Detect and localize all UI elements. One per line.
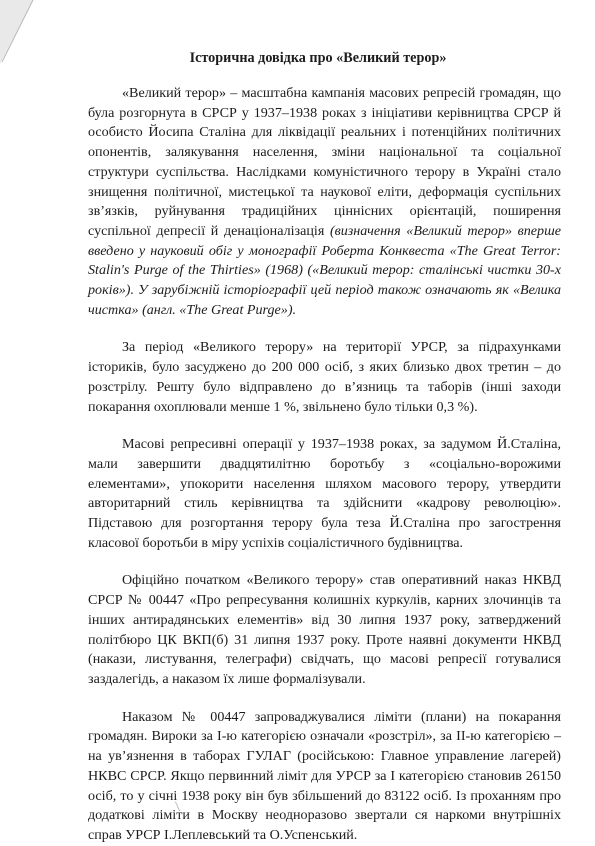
document-title: Історична довідка про «Великий терор»	[189, 50, 447, 66]
scan-corner-mark	[0, 0, 40, 70]
paragraph	[88, 84, 561, 320]
paragraph-text: «Великий терор» – масштабна кампанія масових репресій громадян, що була розгорнута в СРСР у 1937–1938 роках з ініціативи керівництва СРСР й особисто Йосипа Сталіна для ліквідації реальних і потенційних політичних опонентів, залякування населення, зміни національної та соціальної структури суспільства. Наслідками комуністичного терору в Україні стало знищення політичної, мистецької та наукової еліти, деформація суспільних зв’язків, руйнування традиційних ціннісних орієнтацій, поширення суспільної депресії й денаціоналізація	[88, 85, 561, 239]
paragraph: Масові репресивні операції у 1937–1938 роках, за задумом Й.Сталіна, мали завершити двадцятилітню боротьбу з «соціально-ворожими елементами», упокорити населення шляхом масового терору, утвердити авторитарний стиль керівництва та здійснити «кадрову революцію». Підставою для розгортання терору була теза Й.Сталіна про загострення класової боротьби в міру успіхів соціалістичного будівництва.	[88, 436, 561, 551]
paragraph: За період «Великого терору» на території УРСР, за підрахунками істориків, було засуджено до 200 000 осіб, з яких близько двох третин – до розстрілу. Решту було відправлено до в’язниць та таборів (інші заходи покарання охоплювали менше 1 %, звільнено було тільки 0,3 %).	[88, 339, 561, 415]
scan-speck	[172, 800, 184, 814]
paragraph: Офіційно початком «Великого терору» став оперативний наказ НКВД СРСР № 00447 «Про репресування колишніх куркулів, карних злочинців та інших антирадянських елементів» від 30 липня 1937 року, затверджений політбюро ЦК ВКП(б) 31 липня 1937 року. Проте наявні документи НКВД (накази, листування, телеграфи) свідчать, що масові репресії готувалися заздалегідь, а наказом їх лише формалізували.	[88, 572, 561, 687]
document-body	[88, 84, 561, 846]
paragraph-italic-note: (визначення «Великий терор» вперше введено у науковий обіг у монографії Роберта Конквеста «The Great Terror: Stalin's Purge of the Thirties» (1968) («Великий терор: сталінські чистки 30-х років»). У зарубіжній історіографії цей період також означають як «Велика чистка» (англ. «The Great Purge»).	[88, 222, 561, 318]
paragraph: Наказом № 00447 запроваджувалися ліміти (плани) на покарання громадян. Вироки за І-ю категорією означали «розстріл», за ІІ-ю категорією – на ув’язнення в таборах ГУЛАГ (російською: Главное управление лагерей) НКВС СРСР. Якщо первинний ліміт для УРСР за І категорією становив 26150 осіб, то у січні 1938 року він був збільшений до 83122 осіб. Із проханням про додаткові ліміти в Москву неодноразово звертали ся наркоми внутрішніх справ УРСР І.Леплевський та О.Успенський.	[88, 708, 561, 843]
